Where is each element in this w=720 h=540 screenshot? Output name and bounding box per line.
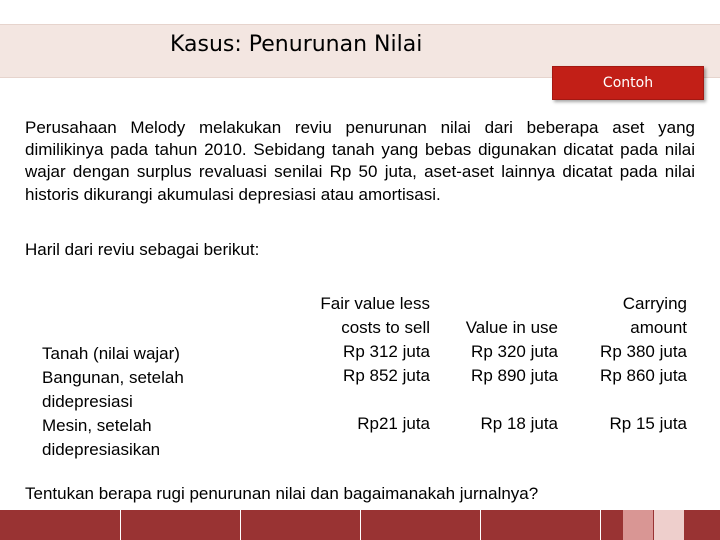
header-value-in-use: Value in use bbox=[465, 318, 558, 337]
footer-divider bbox=[600, 510, 601, 540]
row-label-mesin-2: didepresiasikan bbox=[42, 440, 161, 459]
footer-divider bbox=[240, 510, 241, 540]
header-fair-value-1: Fair value less bbox=[320, 294, 430, 313]
header-carrying-2: amount bbox=[630, 318, 687, 337]
row-label-mesin-1: Mesin, setelah bbox=[42, 416, 152, 435]
case-paragraph: Perusahaan Melody melakukan reviu penurunan nilai dari beberapa aset yang dimilikinya pada tahun 2010. Sebidang tanah yang bebas digunakan dicatat pada nilai wajar dengan surplus revaluasi senilai Rp 50 juta, aset-aset lainnya dicatat pada nilai historis dikurangi akumulasi depresiasi atau amortisasi. bbox=[25, 118, 695, 204]
header-fair-value-2: costs to sell bbox=[341, 318, 430, 337]
header-carrying-1: Carrying bbox=[622, 294, 687, 313]
cell-mesin-fv: Rp21 juta bbox=[357, 414, 430, 433]
question-text: Tentukan berapa rugi penurunan nilai dan bagaimanakah jurnalnya? bbox=[25, 484, 539, 503]
cell-tanah-ca: Rp 380 juta bbox=[600, 342, 687, 361]
cell-tanah-viu: Rp 320 juta bbox=[471, 342, 558, 361]
footer-divider bbox=[360, 510, 361, 540]
slide-title: Kasus: Penurunan Nilai bbox=[170, 32, 423, 57]
row-label-bangunan-1: Bangunan, setelah bbox=[42, 368, 184, 387]
footer-divider bbox=[480, 510, 481, 540]
row-label-bangunan-2: didepresiasi bbox=[42, 392, 133, 411]
footer-square-accent bbox=[623, 510, 653, 540]
cell-bangunan-viu: Rp 890 juta bbox=[471, 366, 558, 385]
cell-tanah-fv: Rp 312 juta bbox=[343, 342, 430, 361]
footer-square-light bbox=[654, 510, 684, 540]
row-label-tanah: Tanah (nilai wajar) bbox=[42, 344, 180, 363]
review-intro: Haril dari reviu sebagai berikut: bbox=[25, 240, 260, 259]
footer-divider bbox=[120, 510, 121, 540]
cell-mesin-ca: Rp 15 juta bbox=[609, 414, 687, 433]
contoh-badge: Contoh bbox=[552, 66, 704, 100]
cell-mesin-viu: Rp 18 juta bbox=[480, 414, 558, 433]
cell-bangunan-fv: Rp 852 juta bbox=[343, 366, 430, 385]
cell-bangunan-ca: Rp 860 juta bbox=[600, 366, 687, 385]
top-strip bbox=[0, 0, 720, 14]
